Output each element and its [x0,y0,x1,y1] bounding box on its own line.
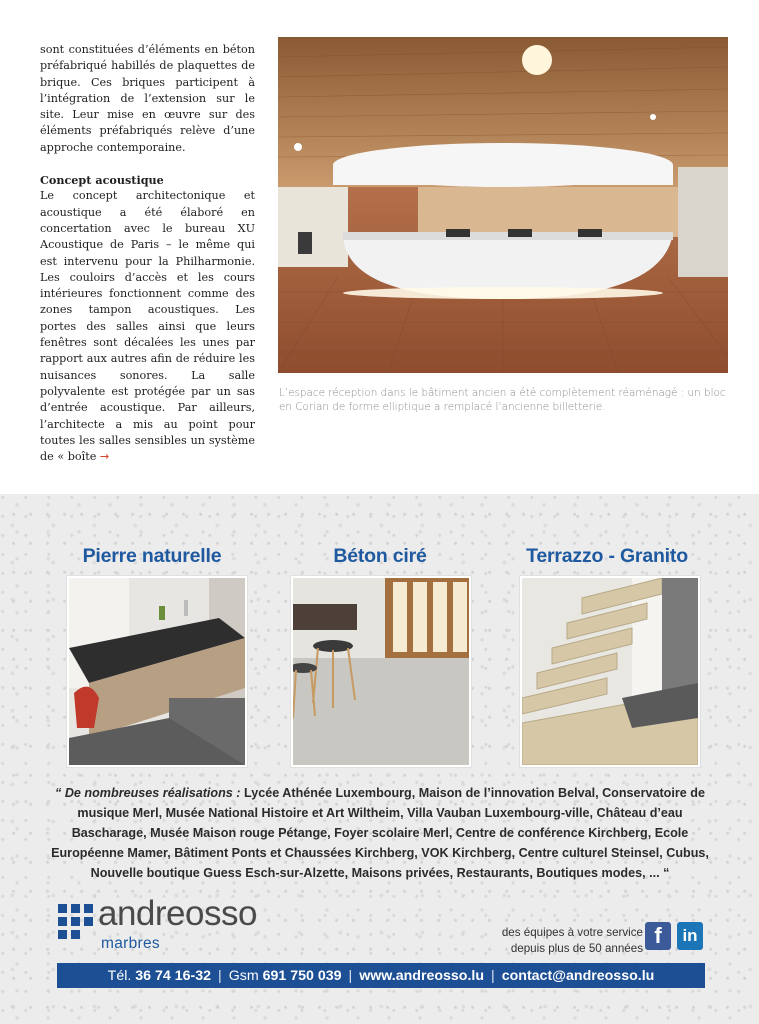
service-text [460,925,643,956]
logo-mark-icon [58,904,94,940]
references-list: Lycée Athénée Luxembourg, Maison de l’innovation Belval, Conservatoire de musique Merl, Musée National Histoire et Art Wiltheim, Villa Vauban Luxembourg-ville, Château d’eau Bascharage, Musée Maison rouge Pétange, Foyer scolaire Merl, Centre de conférence Kirchberg, Ecole Européenne Mamer, Bâtiment Ponts et Chaussées Kirchberg, VOK Kirchberg, Centre culturel Steinsel, Cubus, Nouvelle boutique Guess Esch-sur-Alzette, Maisons privées, Restaurants, Boutiques modes, ... “ [51,786,709,880]
separator: | [348,967,353,984]
article-text-column [40,42,255,465]
photo-caption: L’espace réception dans le bâtiment ancien a été complètement réaménagé : un bloc en Corian de forme elliptique a remplacé l’ancienne billetterie. [279,387,726,413]
references-text [50,783,710,883]
article-paragraph: sont constituées d’éléments en béton préfabriqué habillés de plaquettes de brique. Ces briques participent à l’intégration de l’extension sur le site. Leur mise en œuvre sur des éléments préfabriqués relève d’une approche contemporaine. [40,43,255,154]
tel-number[interactable]: 36 74 16-32 [135,967,212,984]
references-lead: “ De nombreuses réalisations : [55,786,241,800]
concrete-floor-photo [291,576,471,767]
reception-photo [278,37,728,373]
email-link[interactable]: contact@andreosso.lu [501,967,655,984]
andreosso-logo[interactable] [58,894,278,953]
terrazzo-stairs-photo [520,576,700,767]
ad-heading-beton-cire: Béton ciré [333,545,427,567]
service-line: depuis plus de 50 années [510,941,643,955]
gsm-number[interactable]: 691 750 039 [262,967,342,984]
article-paragraph: Le concept architectonique et acoustique a été élaboré en concertation avec le bureau XU Acoustique de Paris – le même qui est intervenu pour la Philharmonie. Les couloirs d’accès et les cours intérieures fonctionnent comme des zones tampon acoustiques. Les portes des salles ainsi que leurs fenêtres sont décalées les unes par rapport aux autres afin de réduire les nuisances sonores. La salle polyvalente est protégée par un sas d’entrée acoustique. Par ailleurs, l’architecte a mis au point pour toutes les salles sensibles un système de « boîte [40,189,255,464]
service-line: des équipes à votre service [501,926,643,939]
contact-bar [57,963,705,988]
continue-arrow-icon[interactable]: → [99,450,110,464]
ad-heading-pierre-naturelle: Pierre naturelle [82,545,222,567]
linkedin-icon[interactable]: in [677,922,703,950]
logo-subtitle: marbres [101,935,160,952]
separator: | [491,967,495,984]
facebook-icon[interactable]: f [645,922,671,950]
ad-heading-terrazzo-granito: Terrazzo - Granito [526,545,688,567]
logo-wordmark: andreosso [98,894,257,933]
section-heading: Concept acoustique [40,173,164,188]
separator: | [218,967,222,984]
kitchen-photo [67,576,247,767]
tel-label: Tél. [107,967,132,984]
gsm-label: Gsm [228,967,259,984]
website-link[interactable]: www.andreosso.lu [359,967,485,984]
